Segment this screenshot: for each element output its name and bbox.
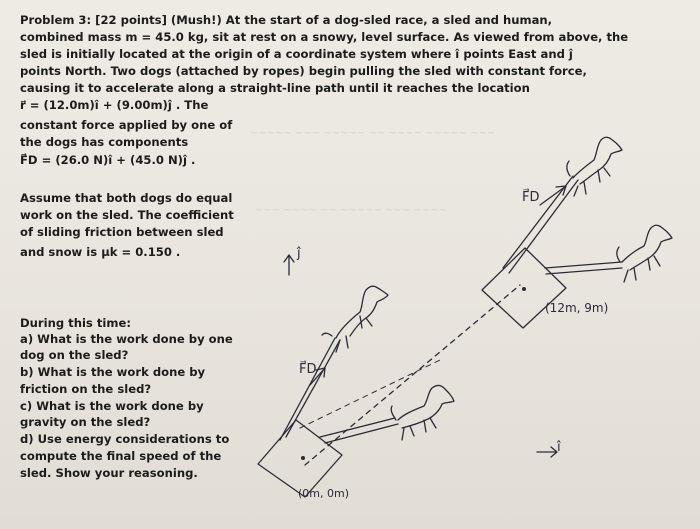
initial-rope-upper-2 — [286, 340, 340, 437]
assume-line-3: of sliding friction between sled — [20, 225, 224, 239]
dog-upper-left-icon — [322, 286, 388, 352]
final-sled-dot — [522, 287, 526, 291]
force-label-bottom: F⃗D — [299, 362, 317, 377]
initial-sled-dot — [301, 456, 305, 460]
question-a-line-1: a) What is the work done by one — [20, 332, 233, 346]
problem-line-2: combined mass m = 45.0 kg, sit at rest on a snowy, level surface. As viewed from above, the — [20, 30, 629, 44]
problem-line-3: sled is initially located at the origin of a coordinate system where î points East and ĵ — [20, 47, 573, 61]
j-hat-label: ĵ — [297, 246, 301, 261]
question-d-line-3: sled. Show your reasoning. — [20, 466, 198, 480]
initial-sled-box — [258, 420, 342, 497]
dashed-path-line — [305, 285, 520, 465]
question-c-line-2: gravity on the sled? — [20, 415, 151, 429]
question-a-line-2: dog on the sled? — [20, 348, 129, 362]
position-vector-line: r⃗ = (12.0m)î + (9.00m)ĵ . The — [20, 98, 209, 112]
force-line-1: constant force applied by one of — [20, 118, 233, 132]
question-c-line-1: c) What is the work done by — [20, 399, 204, 413]
friction-coefficient-line: and snow is μk = 0.150 . — [20, 245, 181, 259]
i-hat-label: î — [557, 440, 561, 455]
j-axis-arrow-icon — [284, 255, 294, 275]
show-through-text: ~~~~~ ~~~ ~~~~~ ~~ ~~~~ ~~~~~ ~~~ — [250, 128, 496, 139]
force-label-top: F⃗D — [522, 190, 540, 205]
problem-line-4: points North. Two dogs (attached by ropes) begin pulling the sled with constant force, — [20, 64, 587, 78]
final-rope-lower-2 — [546, 268, 622, 274]
question-d-line-2: compute the final speed of the — [20, 449, 222, 463]
assume-line-1: Assume that both dogs do equal — [20, 191, 233, 205]
question-b-line-1: b) What is the work done by — [20, 365, 206, 379]
show-through-text: ~~~ ~~~~ ~~ ~~~~~ ~~~ ~~~~ — [255, 205, 447, 216]
force-line-2: the dogs has components — [20, 135, 189, 149]
questions-intro: During this time: — [20, 316, 131, 330]
problem-line-1: Problem 3: [22 points] (Mush!) At the start of a dog-sled race, a sled and human, — [20, 13, 553, 27]
dashed-direction-line — [300, 360, 440, 428]
dog-lower-icon — [391, 385, 454, 440]
final-rope-lower — [545, 262, 622, 268]
dog-right-icon — [617, 225, 672, 282]
final-rope-upper-2 — [509, 180, 578, 273]
final-position-label: (12m, 9m) — [545, 301, 609, 315]
question-b-line-2: friction on the sled? — [20, 382, 152, 396]
force-vector-line: F⃗D = (26.0 N)î + (45.0 N)ĵ . — [20, 153, 196, 167]
question-d-line-1: d) Use energy considerations to — [20, 432, 230, 446]
dog-upper-right-icon — [567, 137, 622, 196]
problem-line-5: causing it to accelerate along a straight-line path until it reaches the location — [20, 81, 530, 95]
i-axis-arrow-icon — [537, 447, 557, 457]
origin-label: (0m, 0m) — [298, 487, 350, 500]
assume-line-2: work on the sled. The coefficient — [20, 208, 234, 222]
initial-rope-upper — [280, 338, 335, 440]
